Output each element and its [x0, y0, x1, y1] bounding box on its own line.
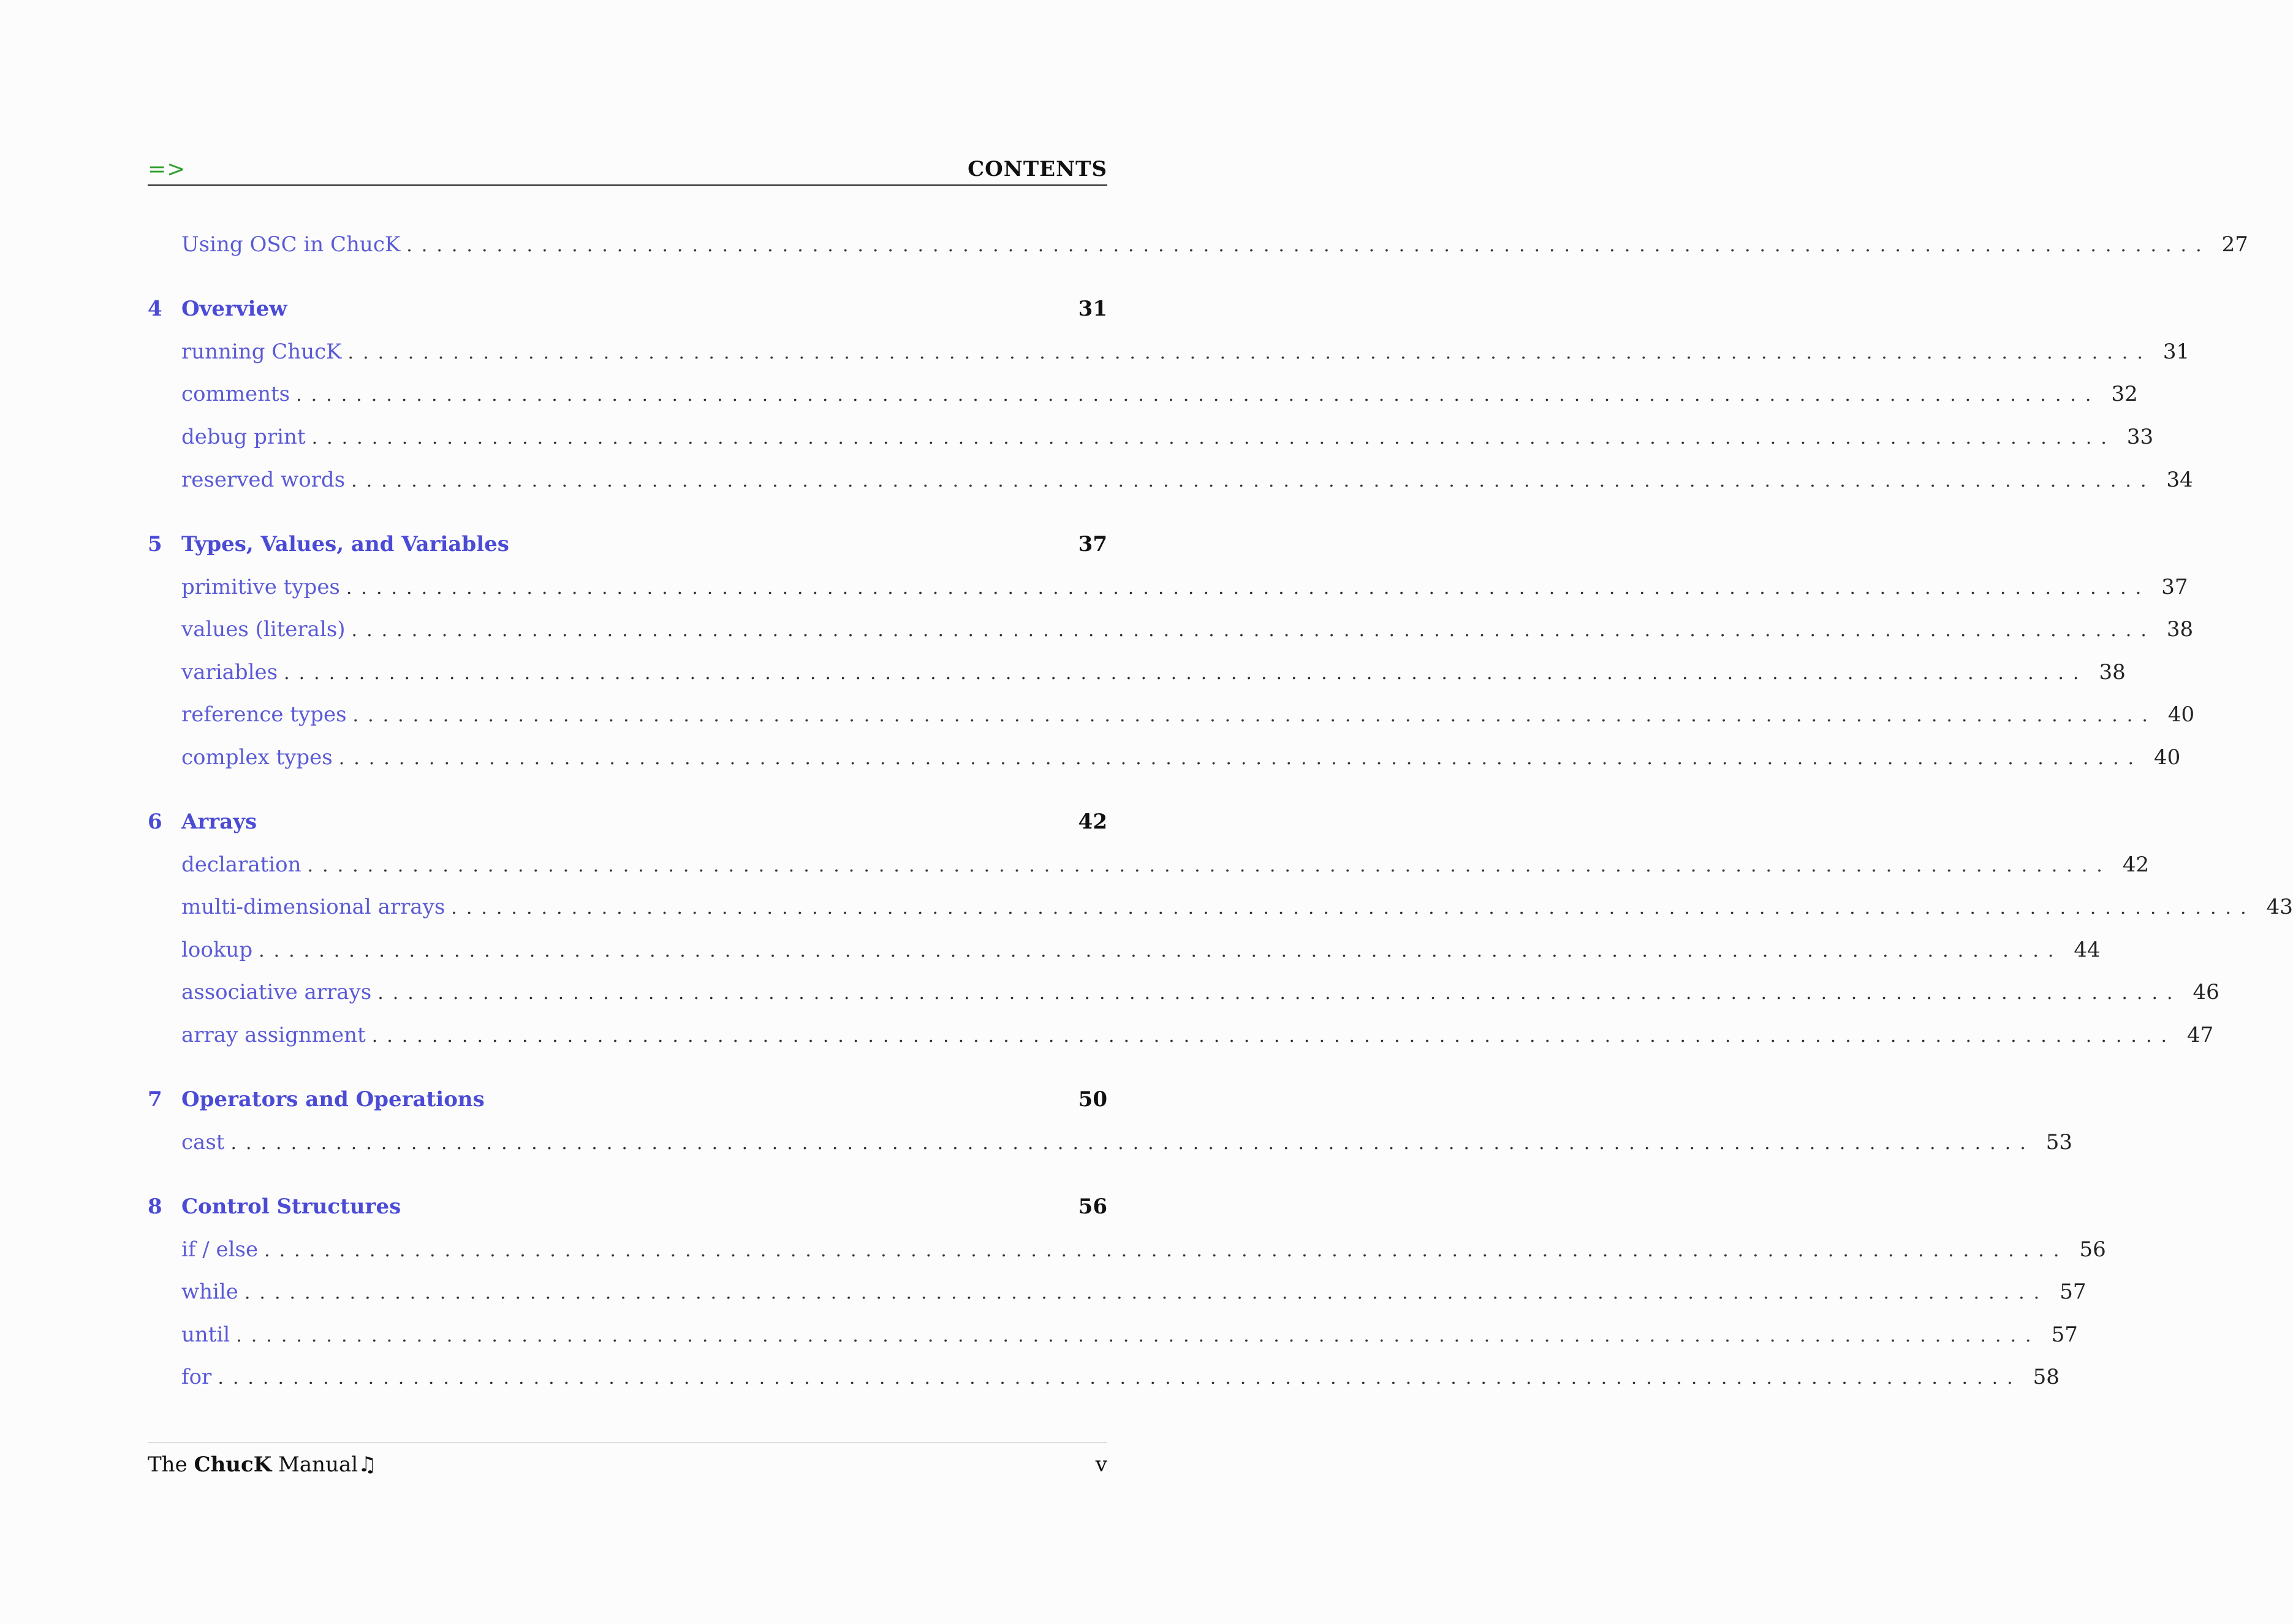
dot-leader: ........................................................................................................................ — [264, 1240, 2069, 1261]
toc-entry[interactable] — [181, 1235, 2106, 1264]
dot-leader: ........................................................................................................................ — [351, 620, 2156, 641]
toc-entry[interactable] — [181, 338, 2190, 366]
toc-entry-title[interactable]: reserved words — [181, 468, 346, 492]
toc-entry-title[interactable]: for — [181, 1365, 212, 1389]
footer-prefix: The — [148, 1452, 188, 1477]
toc-entry[interactable] — [181, 380, 2138, 408]
footer-page-number: v — [1095, 1452, 1107, 1477]
toc-entry[interactable] — [181, 230, 2248, 259]
toc-page-number[interactable]: 38 — [2099, 660, 2126, 685]
toc-page-number[interactable]: 31 — [2162, 340, 2190, 364]
dot-leader: ........................................................................................................................ — [230, 1133, 2035, 1154]
toc-entry-title[interactable]: variables — [181, 660, 278, 685]
toc-entry-title[interactable]: Using OSC in ChucK — [181, 232, 401, 257]
toc-page-number[interactable]: 32 — [2111, 382, 2138, 406]
toc-page-number[interactable]: 42 — [2122, 852, 2150, 877]
toc-entry-title[interactable]: primitive types — [181, 575, 340, 599]
toc-entry-title[interactable]: debug print — [181, 425, 306, 449]
footer-bold-name: ChucK — [194, 1452, 272, 1477]
chapter-page-number[interactable]: 42 — [1078, 810, 1107, 834]
toc-entry-title[interactable]: reference types — [181, 702, 347, 727]
dot-leader: ........................................................................................................................ — [347, 342, 2152, 363]
toc-page-number[interactable]: 27 — [2221, 232, 2248, 257]
chapter-page-number[interactable]: 50 — [1078, 1087, 1107, 1112]
dot-leader: ........................................................................................................................ — [307, 855, 2112, 876]
toc-entry[interactable] — [181, 423, 2154, 451]
toc-entry-title[interactable]: lookup — [181, 938, 253, 962]
page-footer — [148, 1450, 1107, 1479]
footer-title — [148, 1450, 377, 1479]
toc-chapter[interactable] — [148, 1085, 1107, 1114]
toc-entry-title[interactable]: cast — [181, 1130, 225, 1155]
dot-leader: ........................................................................................................................ — [352, 705, 2157, 726]
toc-entry-title[interactable]: associative arrays — [181, 980, 372, 1004]
toc-page-number[interactable]: 37 — [2161, 575, 2188, 599]
dot-leader: ........................................................................................................................ — [346, 577, 2151, 599]
header-arrow-mark: => — [148, 157, 186, 182]
music-note-icon: ♫ — [358, 1452, 377, 1477]
dot-leader: ........................................................................................................................ — [284, 662, 2088, 684]
dot-leader: ........................................................................................................................ — [338, 748, 2143, 769]
dot-leader: ........................................................................................................................ — [218, 1367, 2022, 1389]
toc-chapter[interactable] — [148, 295, 1107, 323]
toc-entry-title[interactable]: while — [181, 1280, 238, 1304]
toc-page-number[interactable]: 57 — [2051, 1322, 2078, 1347]
chapter-page-number[interactable]: 31 — [1078, 297, 1107, 321]
chapter-title[interactable]: Arrays — [181, 810, 257, 834]
toc-page-number[interactable]: 57 — [2060, 1280, 2086, 1304]
chapter-title[interactable]: Overview — [181, 297, 287, 321]
toc-entry-title[interactable]: multi-dimensional arrays — [181, 895, 445, 919]
chapter-title[interactable]: Types, Values, and Variables — [181, 532, 509, 556]
toc-entry[interactable] — [181, 658, 2126, 686]
toc-entry-title[interactable]: declaration — [181, 852, 301, 877]
toc-entry[interactable] — [181, 573, 2188, 601]
toc-page-number[interactable]: 58 — [2033, 1365, 2060, 1389]
toc-page-number[interactable]: 53 — [2045, 1130, 2073, 1155]
chapter-page-number[interactable]: 37 — [1078, 532, 1107, 556]
toc-chapter[interactable] — [148, 530, 1107, 558]
chapter-number[interactable]: 8 — [148, 1194, 162, 1219]
dot-leader: ........................................................................................................................ — [236, 1325, 2041, 1346]
toc-entry-title[interactable]: until — [181, 1322, 230, 1347]
toc-page-number[interactable]: 47 — [2187, 1023, 2214, 1047]
chapter-title[interactable]: Control Structures — [181, 1194, 401, 1219]
toc-page-number[interactable]: 40 — [2167, 702, 2195, 727]
dot-leader: ........................................................................................................................ — [296, 384, 2101, 406]
dot-leader: ........................................................................................................................ — [259, 940, 2063, 962]
toc-entry[interactable] — [181, 1021, 2214, 1049]
chapter-number[interactable]: 5 — [148, 532, 162, 556]
toc-entry-title[interactable]: if / else — [181, 1237, 259, 1262]
header-title: CONTENTS — [968, 157, 1107, 181]
toc-entry[interactable] — [181, 466, 2193, 494]
toc-page-number[interactable]: 43 — [2266, 895, 2293, 919]
dot-leader: ........................................................................................................................ — [451, 897, 2256, 919]
toc-entry[interactable] — [181, 1321, 2078, 1349]
toc-entry[interactable] — [181, 700, 2195, 729]
header-rule — [148, 184, 1107, 186]
page-header — [148, 153, 1107, 185]
toc-entry[interactable] — [181, 936, 2101, 964]
chapter-page-number[interactable]: 56 — [1078, 1194, 1107, 1219]
chapter-number[interactable]: 6 — [148, 810, 162, 834]
dot-leader: ........................................................................................................................ — [311, 427, 2116, 449]
chapter-number[interactable]: 7 — [148, 1087, 162, 1112]
toc-entry[interactable] — [181, 893, 2293, 921]
toc-entry[interactable] — [181, 743, 2181, 772]
toc-page-number[interactable]: 40 — [2154, 745, 2181, 770]
dot-leader: ........................................................................................................................ — [351, 470, 2156, 491]
dot-leader: ........................................................................................................................ — [377, 982, 2182, 1004]
footer-suffix: Manual — [278, 1452, 358, 1477]
toc-chapter[interactable] — [148, 808, 1107, 836]
toc-page-number[interactable]: 44 — [2074, 938, 2101, 962]
toc-entry-title[interactable]: complex types — [181, 745, 333, 770]
dot-leader: ........................................................................................................................ — [244, 1282, 2049, 1303]
toc-page-number[interactable]: 46 — [2193, 980, 2219, 1004]
dot-leader: ........................................................................................................................ — [371, 1025, 2177, 1047]
toc-entry[interactable] — [181, 1278, 2086, 1306]
toc-page-number[interactable]: 56 — [2079, 1237, 2106, 1262]
toc-entry-title[interactable]: comments — [181, 382, 290, 406]
toc-entry-title[interactable]: running ChucK — [181, 340, 342, 364]
toc-entry-title[interactable]: array assignment — [181, 1023, 366, 1047]
toc-entry-title[interactable]: values (literals) — [181, 617, 346, 642]
toc-entry[interactable] — [181, 1363, 2060, 1391]
chapter-number[interactable]: 4 — [148, 297, 162, 321]
toc-entry[interactable] — [181, 615, 2194, 643]
toc-chapter[interactable] — [148, 1193, 1107, 1221]
dot-leader: ........................................................................................................................ — [406, 235, 2211, 256]
toc-entry[interactable] — [181, 978, 2219, 1006]
toc-page-number[interactable]: 34 — [2166, 468, 2193, 492]
toc-page-number[interactable]: 38 — [2166, 617, 2194, 642]
toc-entry[interactable] — [181, 851, 2150, 879]
chapter-title[interactable]: Operators and Operations — [181, 1087, 485, 1112]
toc-entry[interactable] — [181, 1128, 2073, 1156]
toc-page-number[interactable]: 33 — [2126, 425, 2154, 449]
